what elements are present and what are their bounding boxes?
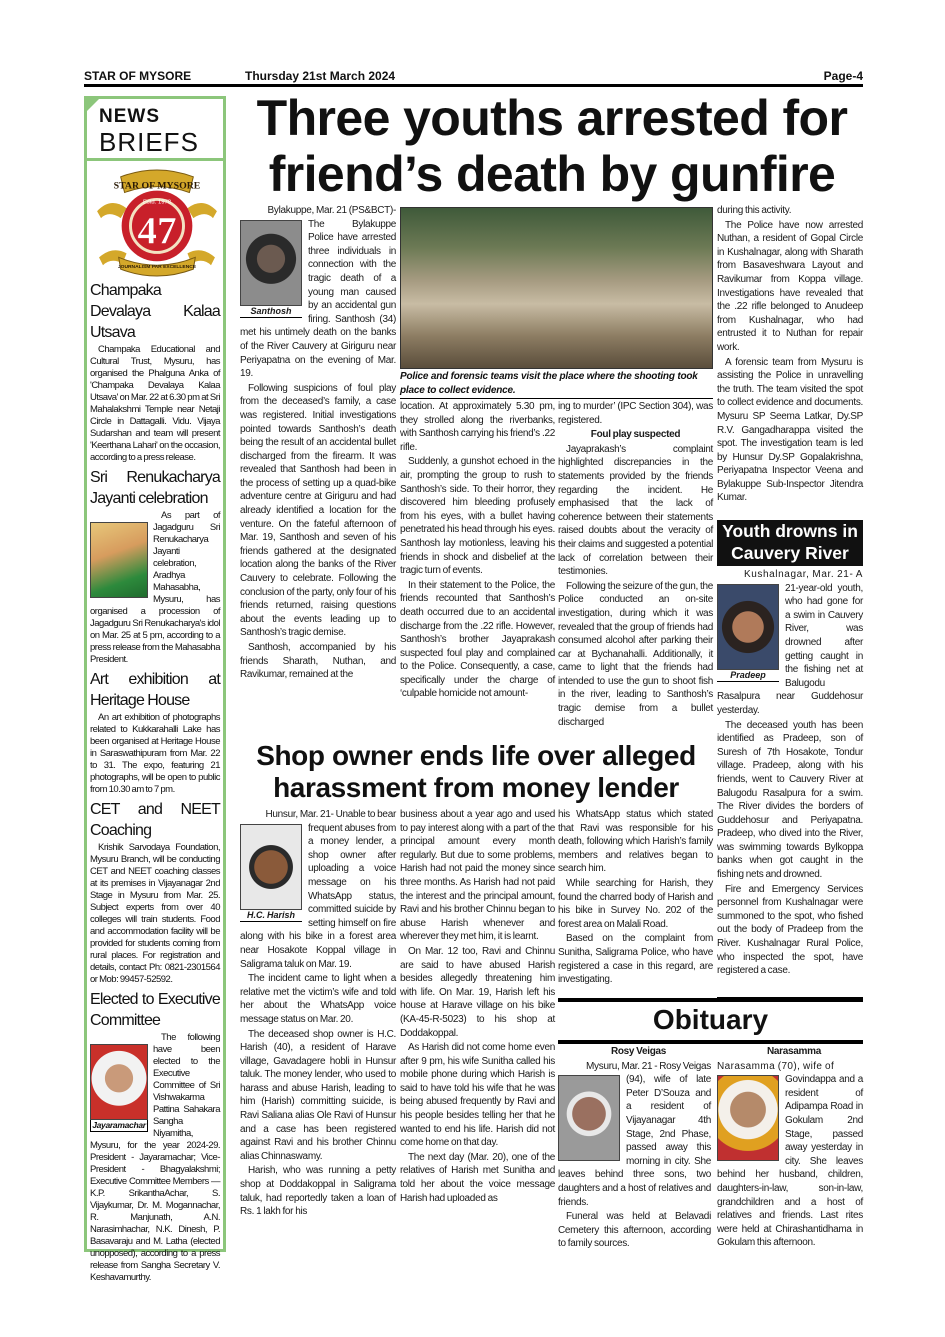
police-forensic-photo	[400, 207, 713, 369]
headline-line: Three youths arrested for	[256, 90, 848, 146]
paragraph: While searching for Harish, they found the charred body of Harish and his bike in Survey No. 202 of the forest area on Malali Road.	[558, 877, 713, 930]
paragraph: The deceased youth has been identified as Pradeep, son of Suresh of 7th Hosakote, Tondur village. Pradeep, along with his friends, went to Cauvery River at Balugodu Rasalpura for a swim. The River divides the borders of Guddehosur and Periyapatna. Pradeep, who dived into the River, was swimming towards Bylkoppa banks when got caught in the fishing nets and drowned.	[717, 719, 863, 881]
obituary-entry	[558, 1045, 711, 1251]
story2-column-2	[400, 808, 555, 1205]
paragraph: The next day (Mar. 20), one of the relatives of Harish met Sunitha and told her about the voice message Harish had uploaded as	[400, 1151, 555, 1204]
paragraph: The incident came to light when a relative met the victim’s wife and told her about the WhatsApp voice message status on Mar. 20.	[240, 973, 396, 1025]
photo-caption: Santhosh	[240, 306, 302, 318]
brief-heading: CET and NEET Coaching	[90, 801, 220, 839]
brief-item	[90, 799, 220, 986]
main-photo-caption: Police and forensic teams visit the place where the shooting took place to collect evidence.	[400, 370, 713, 399]
santhosh-photo	[240, 220, 302, 318]
paragraph: In their statement to the Police, the friends recounted that Santhosh’s death occurred due to an accidental discharge from the .22 rifle. However, Santhosh’s brother Jayaprakash suspected foul play and complained to the Police. Consequently, a case, specifically under the charge of ‘culpable homicide not amount-	[400, 579, 555, 700]
star-of-mysore-47-logo	[90, 167, 224, 277]
photo-caption: H.C. Harish	[240, 910, 302, 922]
brief-body: Krishik Sarvodaya Foundation, Mysuru Branch, will be conducting CET and NEET coaching classes at its premises in Vijayanagar 2nd Stage in Mysuru from Mar. 25. Subject experts from over 40 colleges will train students. Food and accommodation facility will be provided for students coming from rural places. For registration and details, contact Ph: 0821-2301564 or Mob: 99457-52592.	[90, 842, 220, 985]
rosy-veigas-photo	[558, 1075, 620, 1161]
paragraph: The deceased shop owner is H.C. Harish (40), a resident of Harave village, Gavadagere hobli in Hunsur taluk. The money lender, who used to harass and abuse Harish, leading to him (Harish) committing suicide, is Ravi Saliana alias Ole Ravi of Hunsur and a case has been registered against Ravi and his brother Chinnu alias Chinnaswamy.	[240, 1028, 396, 1162]
briefs-title-news: NEWS	[99, 106, 160, 127]
brief-body: An art exhibition of photographs related to Kukkarahalli Lake has been organised at Heritage House in Saraswathipuram from Mar. 22 to 31. The expo, featuring 21 photographs, will be open to public from 10.30 am to 7 pm.	[90, 712, 220, 795]
paragraph: Govindappa and a resident of Adipampa Road in Gokulam 2nd Stage, passed away yesterday in city. She leaves behind her husband, children, daughters-in-law, son-in-law, grandchildren and a host of relatives and friends. Last rites were held at Chirashantidhama in Gokulam this afternoon.	[717, 1074, 863, 1249]
paper-name: STAR OF MYSORE	[84, 69, 192, 83]
dateline: Hunsur, Mar. 21- Unable to bear	[265, 809, 396, 820]
photo-image	[240, 824, 302, 910]
paragraph: business about a year ago and used to pay interest along with a part of the principal amount every month regularly. But due to some problems, Harish had not paid the money since three months. As Harish had not paid the interest and the principal amount, Ravi and his brother Chinnu began to abuse Harish whenever and wherever they met him, it is learnt.	[400, 809, 555, 943]
photo-image	[717, 1075, 779, 1161]
headline-line: friend’s death by gunfire	[268, 146, 836, 202]
story2-column-3	[558, 808, 713, 987]
paragraph: Harish, who was running a petty shop at Doddakoppal in Saligrama taluk, had reportedly taken a loan of Rs. 1 lakh for his	[240, 1165, 396, 1218]
story1-column-2	[400, 400, 555, 701]
paragraph: location. At approximately 5.30 pm, they strolled along the riverbanks, with Santhosh carrying his friend’s .22 rifle.	[400, 401, 555, 453]
photo-caption: Pradeep	[717, 670, 779, 682]
paragraph: As Harish did not come home even after 9 pm, his wife Sunitha called his mobile phone during which Harish is said to have told his wife that he was being abused frequently by Ravi and his people besides telling her that he wanted to end his life. Harish did not come home on that day.	[400, 1042, 555, 1149]
svg-text:STAR OF MYSORE: STAR OF MYSORE	[113, 180, 201, 192]
headline-line: Cauvery River	[731, 543, 849, 563]
narasamma-photo	[717, 1075, 779, 1161]
photo-image	[90, 522, 148, 598]
paragraph: ing to murder’ (IPC Section 304), was registered.	[558, 401, 713, 426]
brief-item	[90, 989, 220, 1284]
dateline: Mysuru, Mar. 21 - Rosy Veigas	[586, 1060, 711, 1072]
svg-text:Estd. 1978: Estd. 1978	[142, 199, 172, 206]
photo-image	[717, 584, 779, 670]
paragraph: Following the seizure of the gun, the Police conducted an on-site investigation, during which it was revealed that the group of friends had consumed alcohol after parking their car at Bychanahalli. Additionally, it came to light that the friends had intended to use the gun to shoot fish in the river, leading to Santhosh’s tragic demise from a bullet discharged	[558, 580, 713, 728]
youth-drowns-headline	[717, 520, 863, 566]
story1-column-3	[558, 400, 713, 729]
brief-heading: Sri Renukacharya Jayanti celebration	[90, 469, 220, 507]
harish-photo	[240, 824, 302, 922]
page-number: Page-4	[823, 69, 863, 83]
youth-drowns-body	[717, 568, 863, 978]
brief-body: The following have been elected to the Executive Committee of Sri Vishwakarma Pattina Sahakara Sangha Niyamitha, Mysuru, for the year 2024-29. President - Jayaramachar; Vice-President - Bhagyalakshmi; Executive Committee Members — K.P. SrikanthaAchar, S. Vijaykumar, Dr. M. Mogannachar, R. Manjunath, A.N. Narasimhachar, N.K. Dinesh, P. Basavaraju and M. Latha (elected unopposed), according to a press release from Sangha Secretary V. Keshavamurthy.	[90, 1032, 220, 1283]
paragraph: On Mar. 12 too, Ravi and Chinnu are said to have abused Harish besides allegedly threatening him with life. On Mar. 19, Harish left his house at Harave village on his bike (KA-45-R-5023) to his shop at Doddakoppal.	[400, 945, 555, 1039]
paragraph: 21-year-old youth, who had gone for a swim in Cauvery River, was drowned after getting caught in the fishing net at Balugodu Rasalpura near Guddehosur yesterday.	[717, 582, 863, 716]
dateline: Narasamma (70), wife of	[717, 1060, 835, 1072]
jayaramachar-photo	[90, 1044, 148, 1132]
paragraph: A forensic team from Mysuru is assisting the Police in unravelling the truth. The team visited the spot to collect evidence and documents. Mysuru SP Seema Latkar, Dy.SP R.V. Gangadharappa visited the spot. The investigation team is led by Hunsur Dy.SP Gopalakrishna, Periyapatna Inspector Veena and Bylakuppe Sub-Inspector Jitendra Kumar.	[717, 356, 863, 504]
story2-column-1	[240, 808, 396, 1219]
obituary-title: Obituary	[652, 1004, 769, 1035]
corner-triangle	[84, 96, 102, 114]
obituary-name: Narasamma	[766, 1046, 821, 1057]
obituary-entry	[717, 1045, 863, 1250]
headline-line: harassment from money lender	[273, 772, 679, 803]
brief-item	[90, 669, 220, 796]
brief-heading: Elected to Executive Committee	[90, 991, 220, 1029]
photo-caption: Jayaramachar	[90, 1120, 148, 1132]
brief-heading: Champaka Devalaya Kalaa Utsava	[90, 282, 220, 341]
paragraph: during this activity.	[717, 205, 792, 216]
pradeep-photo	[717, 584, 779, 682]
paragraph: Based on the complaint from Sunitha, Saligrama Police, who have registered a case in this regard, are investigating.	[558, 933, 713, 986]
obituary-name: Rosy Veigas	[610, 1046, 667, 1057]
main-headline	[238, 90, 866, 202]
paragraph: Fire and Emergency Services personnel from Kushalnagar were summoned to the spot, who fished out the body of Pradeep from the River. Kushalnagar Rural Police, who inspected the spot, have registered a case.	[717, 883, 863, 977]
obituary-top-rule	[558, 998, 863, 1002]
brief-item	[90, 280, 220, 464]
photo-image	[558, 1075, 620, 1161]
paragraph: Santhosh, accompanied by his friends Sharath, Nuthan, and Ravikumar, remained at the	[240, 642, 396, 681]
paragraph: The Police have now arrested Nuthan, a resident of Gopal Circle in Kushalnagar, along with Sharath from Basaveshwara Layout and Ravikumar from Koppa village. Investigations have revealed that the .22 rifle belonged to Anudeep from Kushalnagar, who had entrusted it to Nuthan for repair work.	[717, 219, 863, 353]
paragraph: Jayaprakash’s complaint highlighted discrepancies in the statements provided by the friends regarding the incident. He emphasised that the lack of coherence between their statements raised doubts about the veracity of their claims and suggested a potential lack of correlation between their testimonies.	[558, 443, 713, 578]
masthead-rule	[84, 84, 863, 87]
svg-text:47: 47	[137, 209, 177, 253]
story1-column-4	[717, 204, 863, 505]
issue-date: Thursday 21st March 2024	[245, 69, 396, 83]
obituary-bottom-rule	[558, 1040, 863, 1044]
paragraph: Following suspicions of foul play from the deceased’s family, a case was registered. Initial investigations pointed towards Santhosh’s death being the result of an accidental bullet discharged from the firearm. It was revealed that Santhosh had been in the process of setting up a quad-bike adventure centre at Giriguru and had already identified a location for the venture. On the fateful afternoon of Mar. 19, Santhosh and seven of his friends gathered at the designated location along the banks of the River Cauvery to celebrate. Following the conclusion of the party, only four of his friends returned, raising questions about the events leading up to Santhosh’s tragic demise.	[240, 382, 396, 639]
svg-text:JOURNALISM PAR EXCELLENCE: JOURNALISM PAR EXCELLENCE	[117, 265, 197, 271]
brief-body: Champaka Educational and Cultural Trust, Mysuru, has organised the Phalguna Anka of 'Champaka Devalaya Kalaa Utsava' on Mar. 22 at 6.30 pm at Sri Mahalakshmi Temple near Netaji Circle in Dattagalli. Vidu. Vijaya Sudarshan and team will present 'Keerthana Lahari' on the occasion, according to a press release.	[90, 344, 220, 463]
paragraph: frequent abuses from a money lender, a shop owner after uploading a voice message on his WhatsApp status, committed suicide by setting himself on fire along with his bike in a forest area near Hosakote Koppal village in Saligrama taluk on Mar. 19.	[240, 822, 396, 970]
paragraph: Suddenly, a gunshot echoed in the air, prompting the group to rush to Santhosh’s side. To their horror, they discovered him bleeding profusely from his eyes, with a bullet having penetrated his head through his eyes. Santhosh lay motionless, leaving his friends in shock and disbelief at the tragic turn of events.	[400, 456, 555, 577]
photo-image	[90, 1044, 148, 1120]
brief-heading: Art exhibition at Heritage House	[90, 671, 220, 709]
headline-line: Youth drowns in	[722, 521, 858, 541]
paragraph: Funeral was held at Belavadi Cemetery this afternoon, according to family sources.	[558, 1211, 711, 1250]
briefs-title-briefs: BRIEFS	[99, 127, 199, 157]
paragraph: his WhatsApp status which stated that Ravi was responsible for his death, following which Harish’s family members and relatives began to search him.	[558, 809, 713, 875]
dateline: Kushalnagar, Mar. 21- A	[743, 569, 863, 580]
news-briefs-box	[84, 96, 226, 1283]
dateline: Bylakuppe, Mar. 21 (PS&BCT)-	[267, 205, 396, 216]
renukacharya-photo	[90, 522, 148, 598]
brief-item	[90, 467, 220, 666]
paragraph: The Bylakuppe Police have arrested three individuals in connection with the tragic death of a young man caused by an accidental gun firing. Santhosh (34) met his untimely death on the banks of the River Cauvery at Giriguru near Periyapatna on the evening of Mar. 19.	[240, 218, 396, 380]
shop-owner-headline	[236, 740, 716, 804]
story1-column-1	[240, 204, 396, 682]
brief-body: As part of Jagadguru Sri Renukacharya Jayanti celebration, Aradhya Mahasabha, Mysuru, has organised a procession of Jagadguru Sri Renukacharya's idol on Mar. 25 at 5 pm, according to a press release from the Mahasabha President.	[90, 510, 220, 665]
subheading: Foul play suspected	[590, 429, 681, 441]
photo-image	[240, 220, 302, 306]
paragraph: (94), wife of late Peter D’Souza and a resident of Vijayanagar 4th Stage, 2nd Phase, passed away this morning in city. She leaves behind three sons, two daughters and a host of relatives and friends.	[558, 1074, 711, 1208]
headline-line: Shop owner ends life over alleged	[256, 740, 696, 771]
